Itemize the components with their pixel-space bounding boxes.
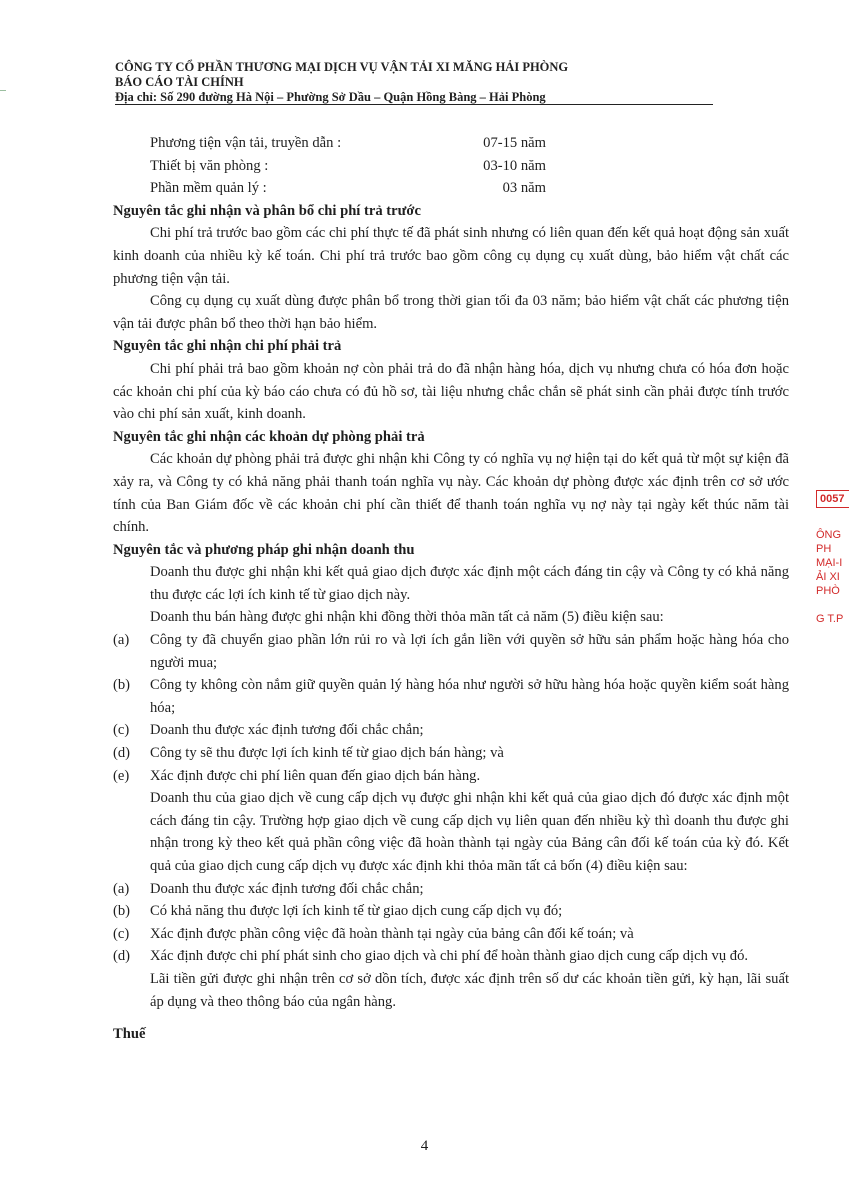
list-marker: (e): [113, 767, 130, 784]
list-text: Công ty sẽ thu được lợi ích kinh tế từ giao dịch bán hàng; và: [150, 745, 504, 762]
seal-number: 0057: [816, 490, 849, 508]
list-item: [113, 674, 789, 719]
list-marker: (d): [113, 745, 131, 762]
depreciation-row: [113, 177, 789, 200]
list-marker: (c): [113, 722, 130, 739]
list-item: [113, 945, 789, 968]
list-marker: (b): [113, 903, 131, 920]
seal-text: MẠI-I: [816, 557, 843, 569]
paragraph: Doanh thu bán hàng được ghi nhận khi đồng thời thỏa mãn tất cả năm (5) điều kiện sau:: [150, 609, 664, 626]
list-text: Có khả năng thu được lợi ích kinh tế từ giao dịch cung cấp dịch vụ đó;: [150, 903, 563, 920]
document-header: [115, 60, 715, 105]
margin-mark: [0, 90, 6, 91]
paragraph: Công cụ dụng cụ xuất dùng được phân bổ trong thời gian tối đa 03 năm; bảo hiểm vật chất các phương tiện vận tải được phân bổ theo thời hạn bảo hiểm.: [113, 293, 789, 332]
list-marker: (b): [113, 677, 131, 694]
section-heading-payable: Nguyên tắc ghi nhận chi phí phải trả: [113, 338, 342, 355]
list-item: [113, 742, 789, 765]
list-text: Doanh thu được xác định tương đối chắc chắn;: [150, 880, 424, 897]
company-name: CÔNG TY CỔ PHẦN THƯƠNG MẠI DỊCH VỤ VẬN TẢI XI MĂNG HẢI PHÒNG: [115, 60, 569, 74]
asset-type-label: Thiết bị văn phòng :: [150, 157, 269, 174]
list-text: Xác định được phần công việc đã hoàn thành tại ngày của bảng cân đối kế toán; và: [150, 925, 634, 942]
depreciation-period: 07-15 năm: [483, 135, 546, 151]
section-heading-tax: Thuế: [113, 1026, 146, 1043]
depreciation-period: 03-10 năm: [483, 157, 546, 174]
company-address: Địa chỉ: Số 290 đường Hà Nội – Phường Sở Dầu – Quận Hồng Bàng – Hải Phòng: [115, 90, 546, 104]
seal-text: ẢI XI: [816, 571, 840, 583]
section-heading-provisions: Nguyên tắc ghi nhận các khoản dự phòng phải trả: [113, 428, 425, 445]
list-item: [113, 629, 789, 674]
paragraph: Chi phí trả trước bao gồm các chi phí thực tế đã phát sinh nhưng có liên quan đến kết quả hoạt động sản xuất kinh doanh của nhiều kỳ kế toán. Chi phí trả trước bao gồm công cụ dụng cụ xuất dùng, bảo hiểm vật chất các phương tiện vận tải.: [113, 225, 789, 287]
list-text: Xác định được chi phí liên quan đến giao dịch bán hàng.: [150, 767, 481, 784]
paragraph: Doanh thu của giao dịch về cung cấp dịch vụ được ghi nhận khi kết quả của giao dịch đó được xác định một cách đáng tin cậy. Trường hợp giao dịch về cung cấp dịch vụ liên quan đến nhiều kỳ thì doanh thu được ghi nhận trong kỳ theo kết quả phần công việc đã hoàn thành tại ngày của Bảng cân đối kế toán của kỳ đó. Kết quả của giao dịch cung cấp dịch vụ được xác định khi thỏa mãn tất cả bốn (4) điều kiện sau:: [150, 790, 789, 874]
depreciation-period: 03 năm: [502, 180, 546, 197]
list-marker: (c): [113, 925, 130, 942]
list-text: Công ty đã chuyển giao phần lớn rủi ro và lợi ích gắn liền với quyền sở hữu sản phẩm hoặc hàng hóa cho người mua;: [150, 632, 789, 671]
section-heading-revenue: Nguyên tắc và phương pháp ghi nhận doanh thu: [113, 541, 415, 558]
seal-text: PHÒ: [816, 585, 840, 597]
seal-text: G T.P: [816, 613, 844, 625]
list-item: [113, 878, 789, 901]
header-rule: [115, 104, 713, 105]
paragraph: Các khoản dự phòng phải trả được ghi nhận khi Công ty có nghĩa vụ nợ hiện tại do kết quả từ một sự kiện đã xảy ra, và Công ty có khả năng phải thanh toán nghĩa vụ này. Các khoản dự phòng được xác định trên cơ sở ước tính của Ban Giám đốc về các khoản chi phí cần thiết để thanh toán nghĩa vụ nợ này tại ngày kết thúc năm tài chính.: [113, 451, 789, 536]
page-number: 4: [420, 1138, 429, 1154]
paragraph: Lãi tiền gửi được ghi nhận trên cơ sở dồn tích, được xác định trên số dư các khoản tiền gửi, kỳ hạn, lãi suất áp dụng và theo thông báo của ngân hàng.: [150, 970, 789, 1010]
list-text: Xác định được chi phí phát sinh cho giao dịch và chi phí để hoàn thành giao dịch cung cấp dịch vụ đó.: [150, 948, 749, 965]
depreciation-row: [113, 132, 789, 155]
list-marker: (a): [113, 632, 130, 649]
seal-text: ÔNG: [816, 529, 842, 541]
list-text: Công ty không còn nắm giữ quyền quản lý hàng hóa như người sở hữu hàng hóa hoặc quyền kiểm soát hàng hóa;: [150, 677, 789, 716]
paragraph: Doanh thu được ghi nhận khi kết quả giao dịch được xác định một cách đáng tin cậy và Công ty có khả năng thu được các lợi ích kinh tế từ giao dịch này.: [150, 564, 789, 603]
list-marker: (d): [113, 948, 131, 965]
report-title: BÁO CÁO TÀI CHÍNH: [115, 75, 244, 89]
company-seal-fragment: [816, 490, 849, 665]
seal-text: PH: [816, 543, 832, 555]
list-marker: (a): [113, 880, 130, 897]
depreciation-row: [113, 155, 789, 178]
paragraph: Chi phí phải trả bao gồm khoản nợ còn phải trả do đã nhận hàng hóa, dịch vụ nhưng chưa có hóa đơn hoặc các khoản chi phí của kỳ báo cáo chưa có đủ hồ sơ, tài liệu nhưng chắc chắn sẽ phát sinh cần phải được tính trước vào chi phí sản xuất, kinh doanh.: [113, 360, 789, 423]
asset-type-label: Phương tiện vận tải, truyền dẫn :: [150, 135, 342, 151]
document-body: [113, 132, 789, 1046]
list-item: [113, 900, 789, 923]
section-heading-prepaid: Nguyên tắc ghi nhận và phân bổ chi phí trả trước: [113, 202, 421, 219]
asset-type-label: Phần mềm quản lý :: [150, 180, 267, 197]
list-item: [113, 719, 789, 742]
list-item: [113, 765, 789, 788]
list-text: Doanh thu được xác định tương đối chắc chắn;: [150, 722, 424, 739]
list-item: [113, 923, 789, 946]
